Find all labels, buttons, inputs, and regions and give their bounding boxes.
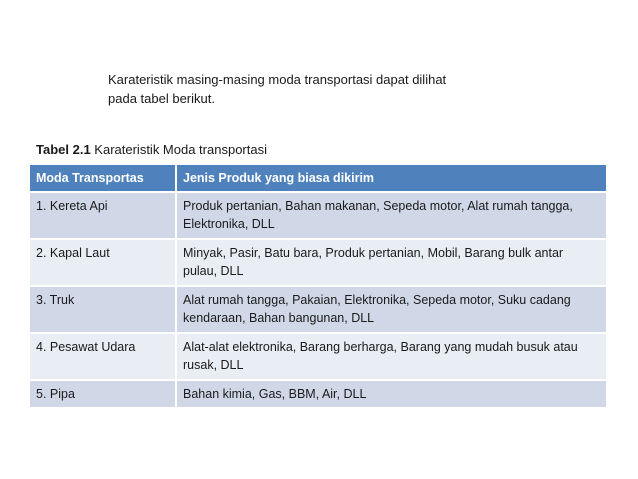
intro-line-2: pada tabel berikut. — [108, 91, 215, 106]
intro-line-1: Karateristik masing-masing moda transportasi dapat dilihat — [108, 72, 447, 87]
table-row — [30, 192, 606, 239]
caption-number: Tabel 2.1 — [36, 142, 91, 157]
table-row — [30, 333, 606, 380]
cell-produk: Bahan kimia, Gas, BBM, Air, DLL — [176, 380, 606, 408]
cell-moda: 1. Kereta Api — [30, 192, 176, 239]
table-row — [30, 286, 606, 333]
caption-title: Karateristik Moda transportasi — [90, 142, 267, 157]
cell-produk: Produk pertanian, Bahan makanan, Sepeda motor, Alat rumah tangga, Elektronika, DLL — [176, 192, 606, 239]
header-jenis-produk: Jenis Produk yang biasa dikirim — [176, 165, 606, 192]
transport-table-container — [30, 165, 606, 409]
transport-table — [30, 165, 606, 409]
table-header-row — [30, 165, 606, 192]
table-row — [30, 239, 606, 286]
header-moda: Moda Transportas — [30, 165, 176, 192]
cell-produk: Alat rumah tangga, Pakaian, Elektronika, Sepeda motor, Suku cadang kendaraan, Bahan bangunan, DLL — [176, 286, 606, 333]
cell-moda: 2. Kapal Laut — [30, 239, 176, 286]
cell-produk: Alat-alat elektronika, Barang berharga, Barang yang mudah busuk atau rusak, DLL — [176, 333, 606, 380]
cell-moda: 4. Pesawat Udara — [30, 333, 176, 380]
table-row — [30, 380, 606, 408]
intro-paragraph — [108, 70, 528, 108]
cell-moda: 3. Truk — [30, 286, 176, 333]
cell-moda: 5. Pipa — [30, 380, 176, 408]
table-caption — [36, 141, 267, 159]
cell-produk: Minyak, Pasir, Batu bara, Produk pertanian, Mobil, Barang bulk antar pulau, DLL — [176, 239, 606, 286]
